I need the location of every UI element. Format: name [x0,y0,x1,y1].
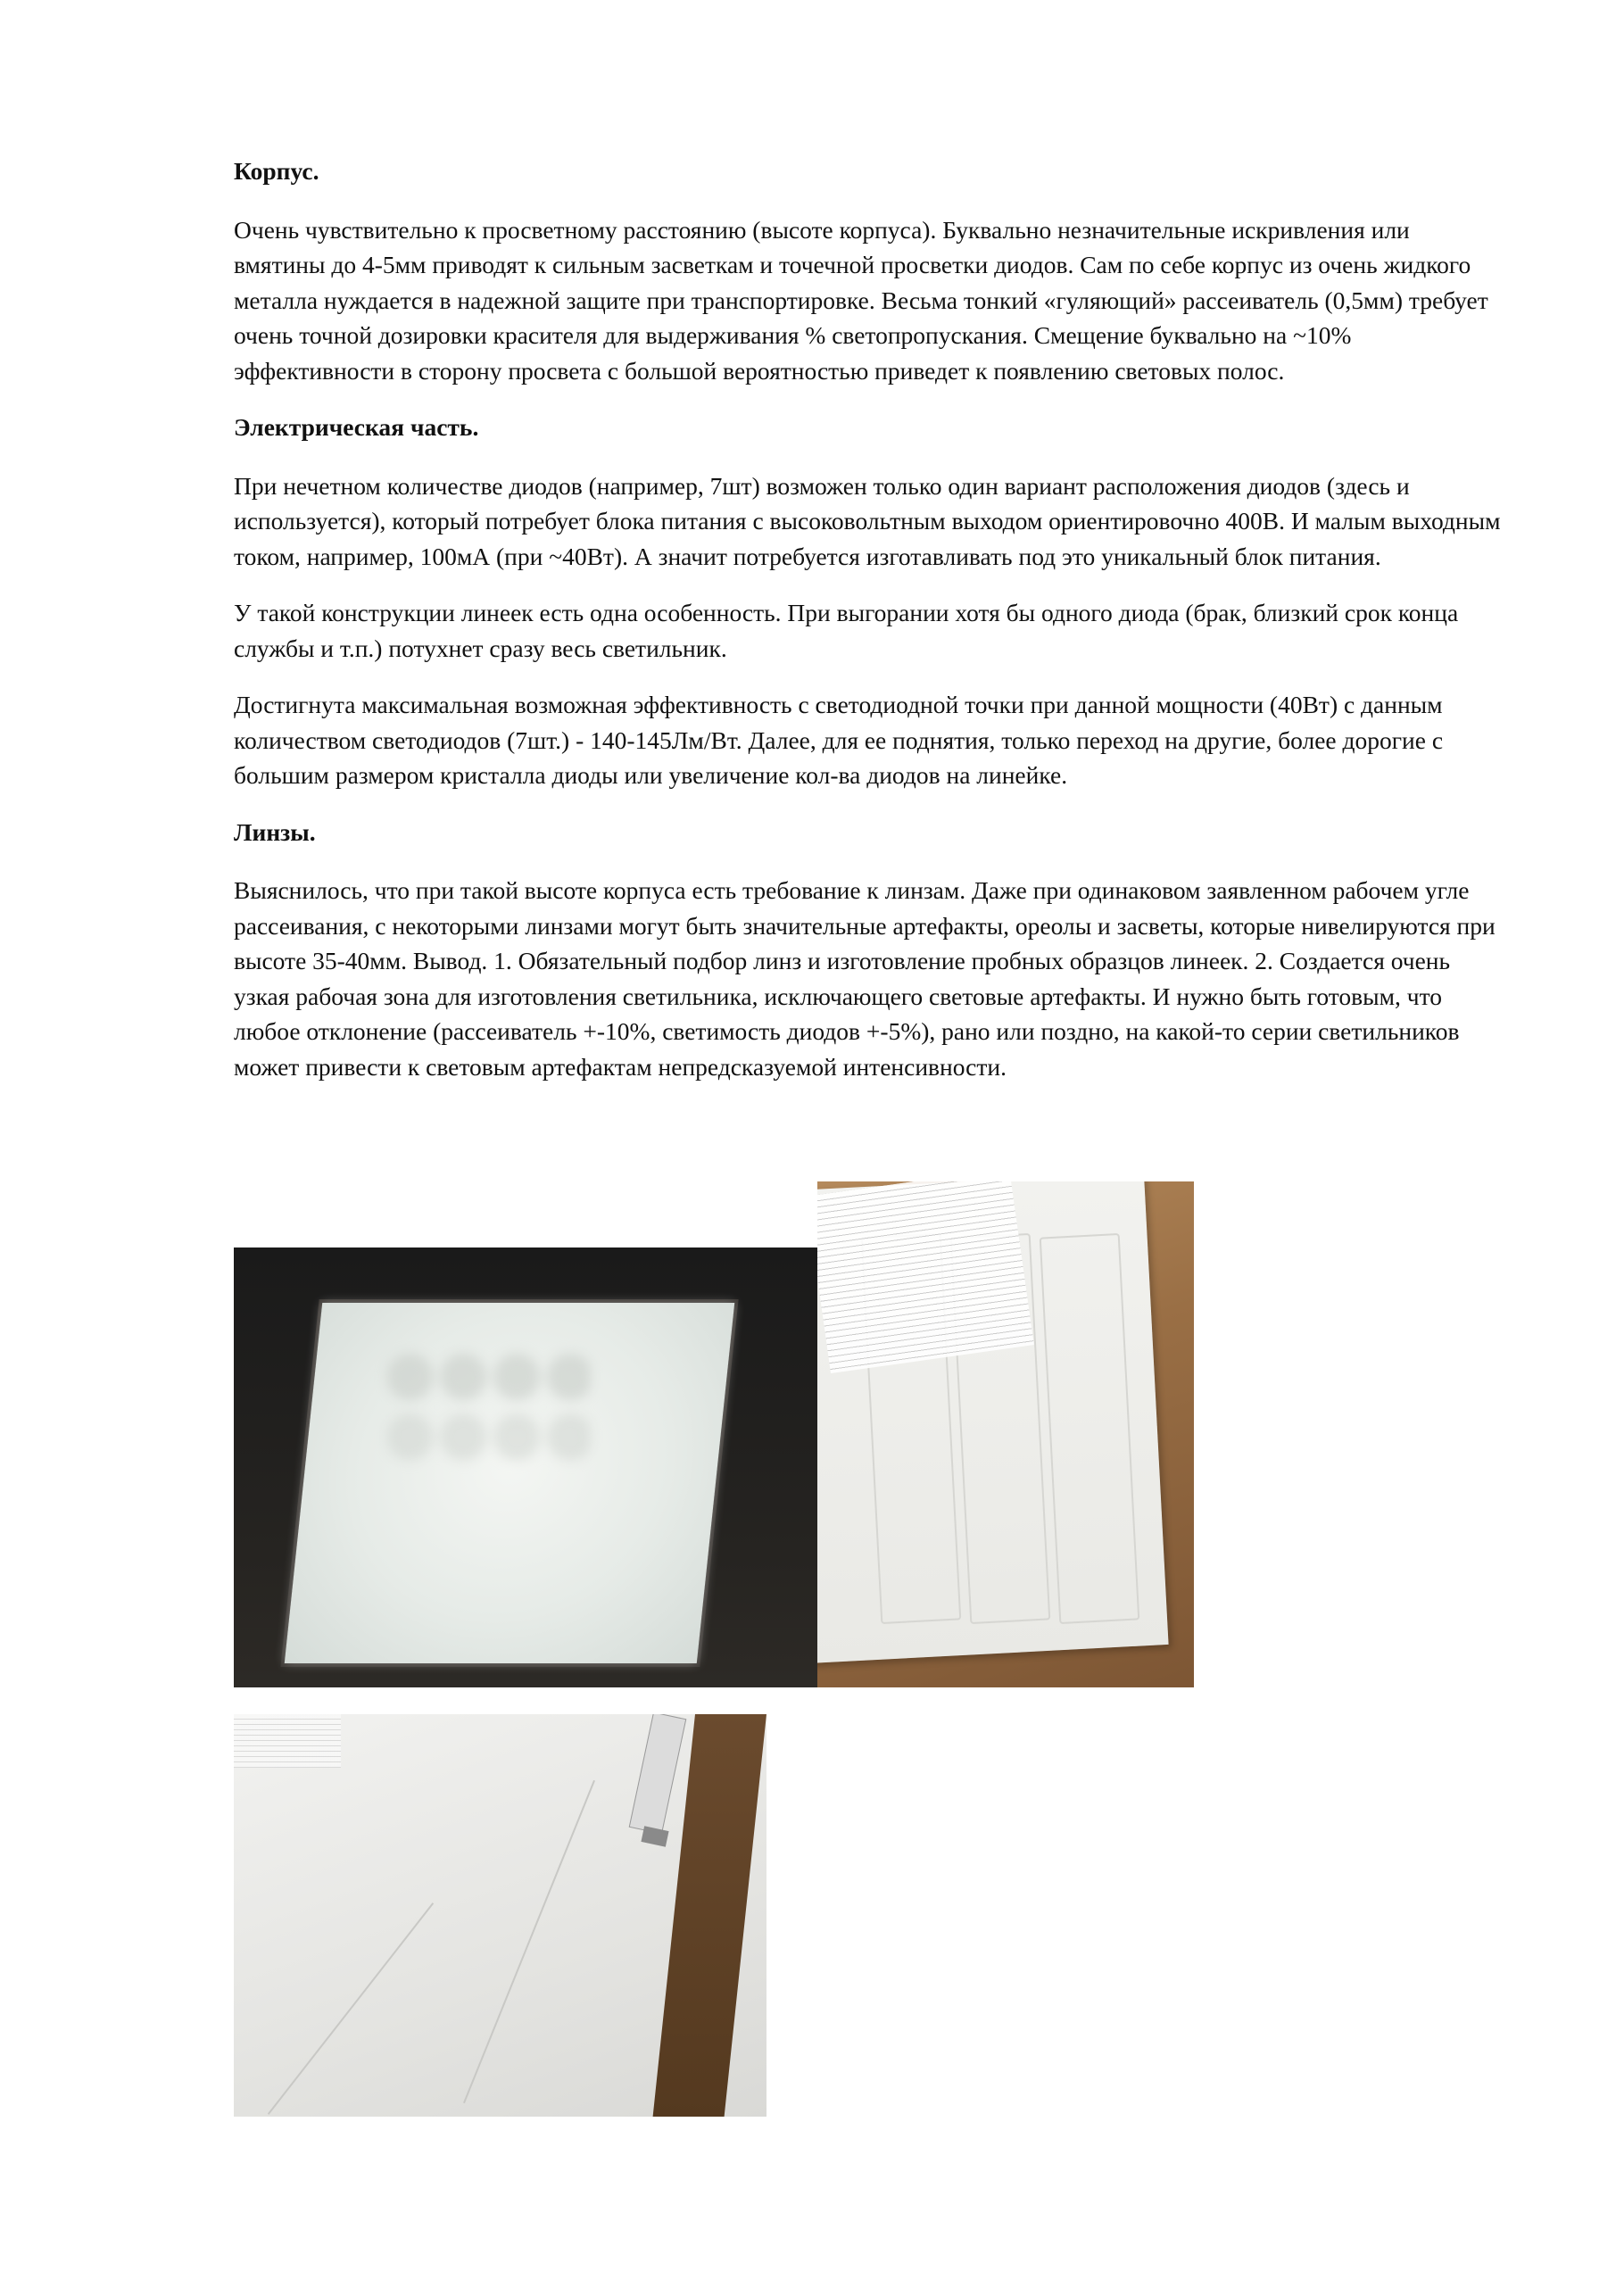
led-hotspots [385,1337,591,1471]
paragraph-text: Достигнута максимальная возможная эффективность с светодиодной точки при данной мощности (40Вт) с данным количеством светодиодов (7шт.) - 140-145Лм/Вт. Далее, для ее поднятия, только переход на другие, более дорогие с большим размером кристалла диоды или увеличение кол-ва диодов на линейке. [234,691,1444,789]
label-sheet [817,1181,1034,1373]
panel-groove [268,1902,434,2115]
paragraph-text: Очень чувствительно к просветному расстоянию (высоте корпуса). Буквально незначительные искривления или вмятины до 4-5мм приводят к сильным засветкам и точечной просветки диодов. Сам по себе корпус из очень жидкого металла нуждается в надежной защите при транспортировке. Весьма тонкий «гуляющий» рассеиватель (0,5мм) требует очень точной дозировки красителя для выдерживания % светопропускания. Смещение буквально на ~10% эффективности в сторону просвета с большой вероятностью приведет к появлению световых полос. [234,215,1488,385]
paragraph-electric-3 [234,687,1501,793]
paragraph-text: У такой конструкции линеек есть одна особенность. При выгорании хотя бы одного диода (брак, близкий срок конца службы и т.п.) потухнет сразу весь светильник. [234,599,1459,662]
paragraph-lenses [234,873,1501,1084]
heading-korpus: Корпус. [234,157,319,185]
heading-lenses: Линзы. [234,817,316,846]
photo-lit-panel [234,1247,817,1687]
photo-panel-on-table [817,1181,1194,1687]
paragraph-electric-2 [234,595,1501,666]
tape-measure [629,1714,687,1835]
paragraph-korpus [234,212,1501,389]
photo-height-measure [234,1714,766,2117]
panel-groove [463,1780,595,2103]
heading-electric: Электрическая часть. [234,413,479,441]
label-sheet [234,1714,341,1768]
paragraph-text: Выяснилось, что при такой высоте корпуса есть требование к линзам. Даже при одинаковом заявленном рабочем угле рассеивания, с некоторыми линзами могут быть значительные артефакты, ореолы и засветы, которые нивелируются при высоте 35-40мм. Вывод. 1. Обязательный подбор линз и изготовление пробных образцов линеек. 2. Создается очень узкая рабочая зона для изготовления светильника, исключающего световые артефакты. И нужно быть готовым, что любое отклонение (рассеиватель +-10%, светимость диодов +-5%), рано или поздно, на какой-то серии светильников может привести к световым артефактам непредсказуемой интенсивности. [234,876,1496,1081]
paragraph-text: При нечетном количестве диодов (например, 7шт) возможен только один вариант расположения диодов (здесь и используется), который потребует блока питания с высоковольтным выходом ориентировочно 400В. И малым выходным током, например, 100мА (при ~40Вт). А значит потребуется изготавливать под это уникальный блок питания. [234,471,1501,570]
tape-measure-hook [641,1826,668,1846]
paragraph-electric-1 [234,468,1501,575]
